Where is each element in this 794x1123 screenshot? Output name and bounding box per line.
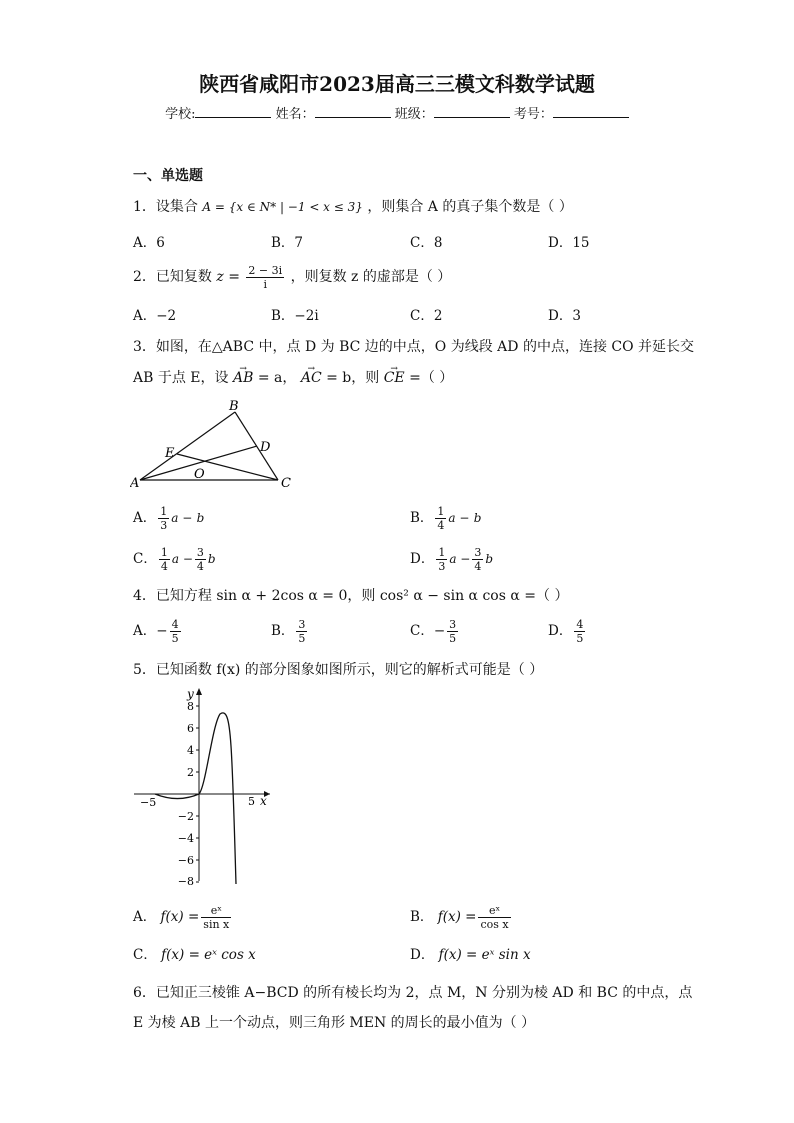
- class-blank[interactable]: [434, 105, 510, 118]
- x-tick-5: 5: [248, 795, 255, 808]
- vector-ab: → AB: [233, 368, 253, 388]
- q2-option-b: B．−2i: [271, 308, 319, 324]
- q4-c-sign: −: [433, 623, 446, 639]
- q3-a-mid: a −: [171, 511, 193, 525]
- y-tick-neg4: −4: [177, 832, 194, 845]
- q3-c-den: 4: [160, 560, 168, 573]
- y-tick-6: 6: [187, 722, 194, 735]
- q4-a-num: 4: [171, 618, 179, 631]
- q5-b-num: eˣ: [478, 904, 510, 918]
- q5-option-d: [410, 945, 531, 965]
- q2-option-c: C．2: [410, 308, 443, 324]
- question-2: [133, 262, 451, 292]
- q4-d-den: 5: [576, 632, 584, 645]
- q5-a-num: eˣ: [201, 904, 231, 918]
- q4-b-num: 3: [298, 618, 306, 631]
- q5-a-letter: A．: [133, 909, 157, 925]
- x-tick-neg5: −5: [140, 796, 157, 809]
- q3-option-b: [410, 505, 481, 532]
- q1-suffix: ，则集合 A 的真子集个数是（ ）: [367, 199, 573, 215]
- q5-d-lhs: f(x) = eˣ sin x: [438, 947, 531, 963]
- q3-b-mid: a −: [448, 511, 470, 525]
- q2-option-a: A．−2: [133, 308, 177, 324]
- q2-numerator: 2 − 3i: [248, 263, 283, 277]
- q3-option-a-letter: A．: [133, 510, 157, 526]
- question-4: 4．已知方程 sin α + 2cos α = 0，则 cos² α − sin α cos α =（ ）: [133, 588, 569, 604]
- q4-c-letter: C．: [410, 623, 434, 639]
- q4-a-letter: A．: [133, 623, 157, 639]
- exam-no-blank[interactable]: [553, 105, 629, 118]
- q4-option-d: [548, 618, 587, 645]
- question-1: [133, 197, 573, 217]
- q4-d-letter: D．: [548, 623, 573, 639]
- y-tick-2: 2: [187, 766, 194, 779]
- q4-option-c: [410, 618, 460, 645]
- q3-option-a: [133, 505, 204, 532]
- q6-line-2: E 为棱 AB 上一个动点，则三角形 MEN 的周长的最小值为（ ）: [133, 1015, 536, 1031]
- y-tick-4: 4: [187, 744, 194, 757]
- q3-c-den2: 4: [196, 560, 204, 573]
- segment-ab: [140, 412, 235, 480]
- q3-d-num: 1: [438, 546, 446, 559]
- label-e: E: [165, 446, 175, 461]
- q1-option-b: B．7: [271, 235, 304, 251]
- q2-fraction: [246, 264, 284, 291]
- label-b: B: [229, 399, 239, 414]
- function-graph: [130, 686, 280, 886]
- q3-option-d: [410, 546, 493, 573]
- q5-b-den: cos x: [480, 918, 509, 931]
- label-c: C: [281, 476, 291, 491]
- q3-eq-a: = a，: [257, 370, 297, 386]
- q2-suffix: ，则复数 z 的虚部是（ ）: [290, 269, 452, 285]
- q2-prefix: 2．已知复数: [133, 269, 212, 285]
- q3-option-c-letter: C．: [133, 551, 157, 567]
- name-blank[interactable]: [315, 105, 391, 118]
- y-axis-label: y: [187, 687, 194, 701]
- q3-c-tail: b: [207, 552, 216, 566]
- q4-option-b: [271, 618, 309, 645]
- q5-b-lhs: f(x) =: [437, 909, 477, 925]
- q3-a-tail: b: [196, 511, 205, 525]
- q4-b-den: 5: [298, 632, 306, 645]
- q3-option-d-letter: D．: [410, 551, 435, 567]
- q5-option-a: [133, 902, 233, 932]
- y-tick-neg6: −6: [177, 854, 194, 867]
- function-curve: [155, 713, 236, 884]
- q4-c-num: 3: [449, 618, 457, 631]
- q5-a-lhs: f(x) =: [160, 909, 200, 925]
- q5-c-letter: C．: [133, 947, 157, 963]
- y-tick-neg2: −2: [177, 810, 194, 823]
- school-label: 学校:: [165, 107, 196, 122]
- q3-c-mid: a −: [171, 552, 193, 566]
- q3-line-2: [133, 368, 453, 388]
- q2-option-d: D．3: [548, 308, 581, 324]
- q3-option-b-letter: B．: [410, 510, 434, 526]
- q3-b-num: 1: [437, 505, 445, 518]
- student-info-line: [0, 103, 794, 122]
- q3-b-den: 4: [437, 519, 445, 532]
- q3-a-num: 1: [160, 505, 168, 518]
- section-heading: 一、单选题: [133, 168, 203, 184]
- q5-option-c: [133, 945, 256, 965]
- q3-option-c: [133, 546, 216, 573]
- q6-line-1: 6．已知正三棱锥 A−BCD 的所有棱长均为 2，点 M，N 分别为棱 AD 和 BC 的中点，点: [133, 985, 693, 1001]
- x-axis-label: x: [260, 794, 267, 808]
- q5-c-lhs: f(x) = eˣ cos x: [161, 947, 256, 963]
- q3-d-den: 3: [438, 560, 446, 573]
- q1-prefix: 1．设集合: [133, 199, 198, 215]
- q5-option-b: [410, 902, 513, 932]
- vector-ac: → AC: [301, 368, 322, 388]
- q3-line-2a: AB 于点 E，设: [133, 370, 229, 386]
- label-o: O: [194, 467, 205, 482]
- q1-option-c: C．8: [410, 235, 443, 251]
- label-d: D: [260, 440, 271, 455]
- page-title: 陕西省咸阳市2023届高三三模文科数学试题: [199, 72, 595, 96]
- q4-a-sign: −: [156, 623, 168, 639]
- q1-option-a: A．6: [133, 235, 165, 251]
- q4-c-den: 5: [449, 632, 457, 645]
- q3-d-num2: 3: [474, 546, 482, 559]
- q4-a-den: 5: [171, 632, 179, 645]
- q3-eq-b: = b，则: [326, 370, 380, 386]
- q5-d-letter: D．: [410, 947, 435, 963]
- q4-option-a: [133, 618, 183, 645]
- y-axis-arrow: [196, 688, 202, 695]
- class-label: 班级：: [394, 107, 434, 122]
- segment-ce: [177, 454, 278, 480]
- q3-line-2b: =（ ）: [409, 370, 454, 386]
- q3-b-tail: b: [473, 511, 482, 525]
- q3-d-tail: b: [485, 552, 494, 566]
- school-blank[interactable]: [195, 105, 271, 118]
- q3-d-den2: 4: [474, 560, 482, 573]
- q3-a-den: 3: [160, 519, 168, 532]
- triangle-figure: [130, 398, 300, 493]
- q1-option-d: D．15: [548, 235, 590, 251]
- label-a: A: [130, 476, 140, 491]
- q3-line-1: 3．如图，在△ABC 中，点 D 为 BC 边的中点，O 为线段 AD 的中点，连接 CO 并延长交: [133, 339, 695, 355]
- q3-d-mid: a −: [449, 552, 471, 566]
- name-label: 姓名：: [275, 107, 315, 122]
- q4-d-num: 4: [576, 618, 584, 631]
- q3-c-num2: 3: [196, 546, 204, 559]
- y-tick-8: 8: [187, 700, 194, 713]
- q5-b-letter: B．: [410, 909, 434, 925]
- q1-set: A = {x ∈ N* | −1 < x ≤ 3}: [202, 200, 363, 214]
- q5-a-den: sin x: [203, 918, 230, 931]
- q2-z: z =: [216, 269, 240, 285]
- exam-no-label: 考号：: [513, 107, 553, 122]
- question-5: 5．已知函数 f(x) 的部分图象如图所示，则它的解析式可能是（ ）: [133, 662, 544, 678]
- vector-ce: → CE: [384, 368, 405, 388]
- y-tick-neg8: −8: [177, 875, 194, 886]
- q4-b-letter: B．: [271, 623, 295, 639]
- q3-c-num: 1: [160, 546, 168, 559]
- q2-denominator: i: [263, 277, 268, 291]
